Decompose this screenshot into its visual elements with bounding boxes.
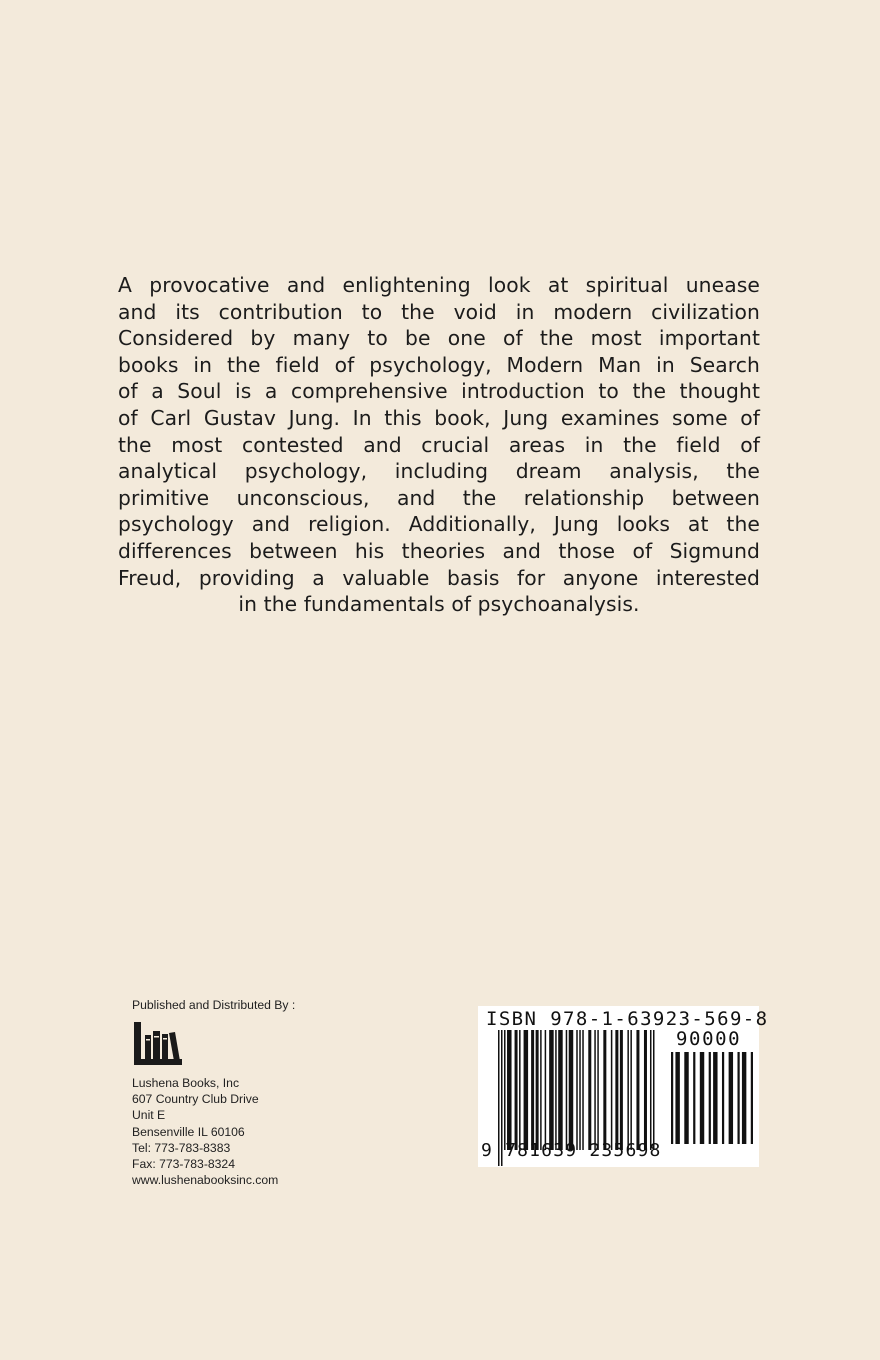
barcode-bar [504,1030,506,1150]
description-line: Freud, providing a valuable basis for anyone interested [118,565,760,590]
barcode-bar [597,1030,599,1150]
publisher-address [132,1075,432,1188]
description-line: Considered by many to be one of the most important [118,326,760,351]
description-line: of a Soul is a comprehensive introduction to the thought [118,379,760,404]
barcode-bar [737,1052,739,1144]
barcode-bar [531,1030,534,1150]
price-code: 90000 [676,1028,742,1050]
barcode-bar [650,1030,652,1150]
barcode-bar [579,1030,581,1150]
barcode-bar [627,1030,629,1150]
barcode-bar [713,1052,717,1144]
barcode-bar [519,1030,521,1150]
barcode-bar [653,1030,655,1150]
barcode-bar [722,1052,724,1144]
barcode-bar [588,1030,591,1150]
barcode-bar [582,1030,584,1150]
barcode-bar [671,1052,673,1144]
barcode-bar [751,1052,753,1144]
barcode-bar [566,1030,568,1150]
barcode-bar [620,1030,623,1150]
ean-digits: 9 781639 235698 [481,1140,662,1161]
description-line: and its contribution to the void in modern civilization [118,299,760,324]
barcode-bar [507,1030,512,1150]
barcode-bar [675,1052,679,1144]
barcode-bar [742,1052,746,1144]
barcode-bar [700,1052,704,1144]
description-line: books in the field of psychology, Modern Man in Search [118,352,760,377]
barcode-bar [558,1030,563,1150]
barcode-bar [709,1052,711,1144]
publisher-heading: Published and Distributed By : [132,998,296,1012]
barcode-bar [515,1030,518,1150]
barcode-bar [644,1030,647,1150]
barcode-bar [540,1030,542,1150]
publisher-name: Lushena Books, Inc [132,1076,240,1090]
description-line: analytical psychology, including dream analysis, the [118,459,760,484]
lushena-books-logo [132,1021,184,1067]
book-description [118,272,760,618]
publisher-fax: Fax: 773-783-8324 [132,1157,235,1172]
barcode-bar [684,1052,688,1144]
publisher-website: www.lushenabooksinc.com [132,1173,279,1188]
barcode-bar [536,1030,539,1150]
barcode-bar [611,1030,613,1150]
isbn-number: ISBN 978-1-63923-569-8 [486,1008,769,1030]
description-line: differences between his theories and those of Sigmund [118,538,760,563]
barcode-bar [569,1030,574,1150]
barcode-bar [729,1052,733,1144]
publisher-tel: Tel: 773-783-8383 [132,1140,231,1155]
publisher-city: Bensenville IL 60106 [132,1124,245,1139]
barcode-bar [636,1030,639,1150]
description-line: of Carl Gustav Jung. In this book, Jung examines some of [118,405,760,430]
barcode-bar [594,1030,596,1150]
barcode-bar [524,1030,529,1150]
isbn-barcode [478,1006,769,1167]
barcode-bar [615,1030,618,1150]
barcode-bar [555,1030,557,1150]
barcode-bar [576,1030,578,1150]
barcode-bar [549,1030,554,1150]
description-line: the most contested and crucial areas in the field of [118,432,760,457]
barcode-bar [545,1030,547,1150]
description-line: A provocative and enlightening look at spiritual unease [118,273,760,297]
addon-barcode-bars [671,1052,753,1144]
barcode-bar [693,1052,695,1144]
barcode-bar [603,1030,606,1150]
barcode-bar [630,1030,632,1150]
publisher-block [132,998,432,1188]
description-line: primitive unconscious, and the relationship between [118,485,760,510]
description-line: psychology and religion. Additionally, Jung looks at the [118,512,760,537]
description-line: in the fundamentals of psychoanalysis. [238,592,640,617]
publisher-address-line2: Unit E [132,1108,166,1123]
publisher-address-line1: 607 Country Club Drive [132,1092,259,1107]
